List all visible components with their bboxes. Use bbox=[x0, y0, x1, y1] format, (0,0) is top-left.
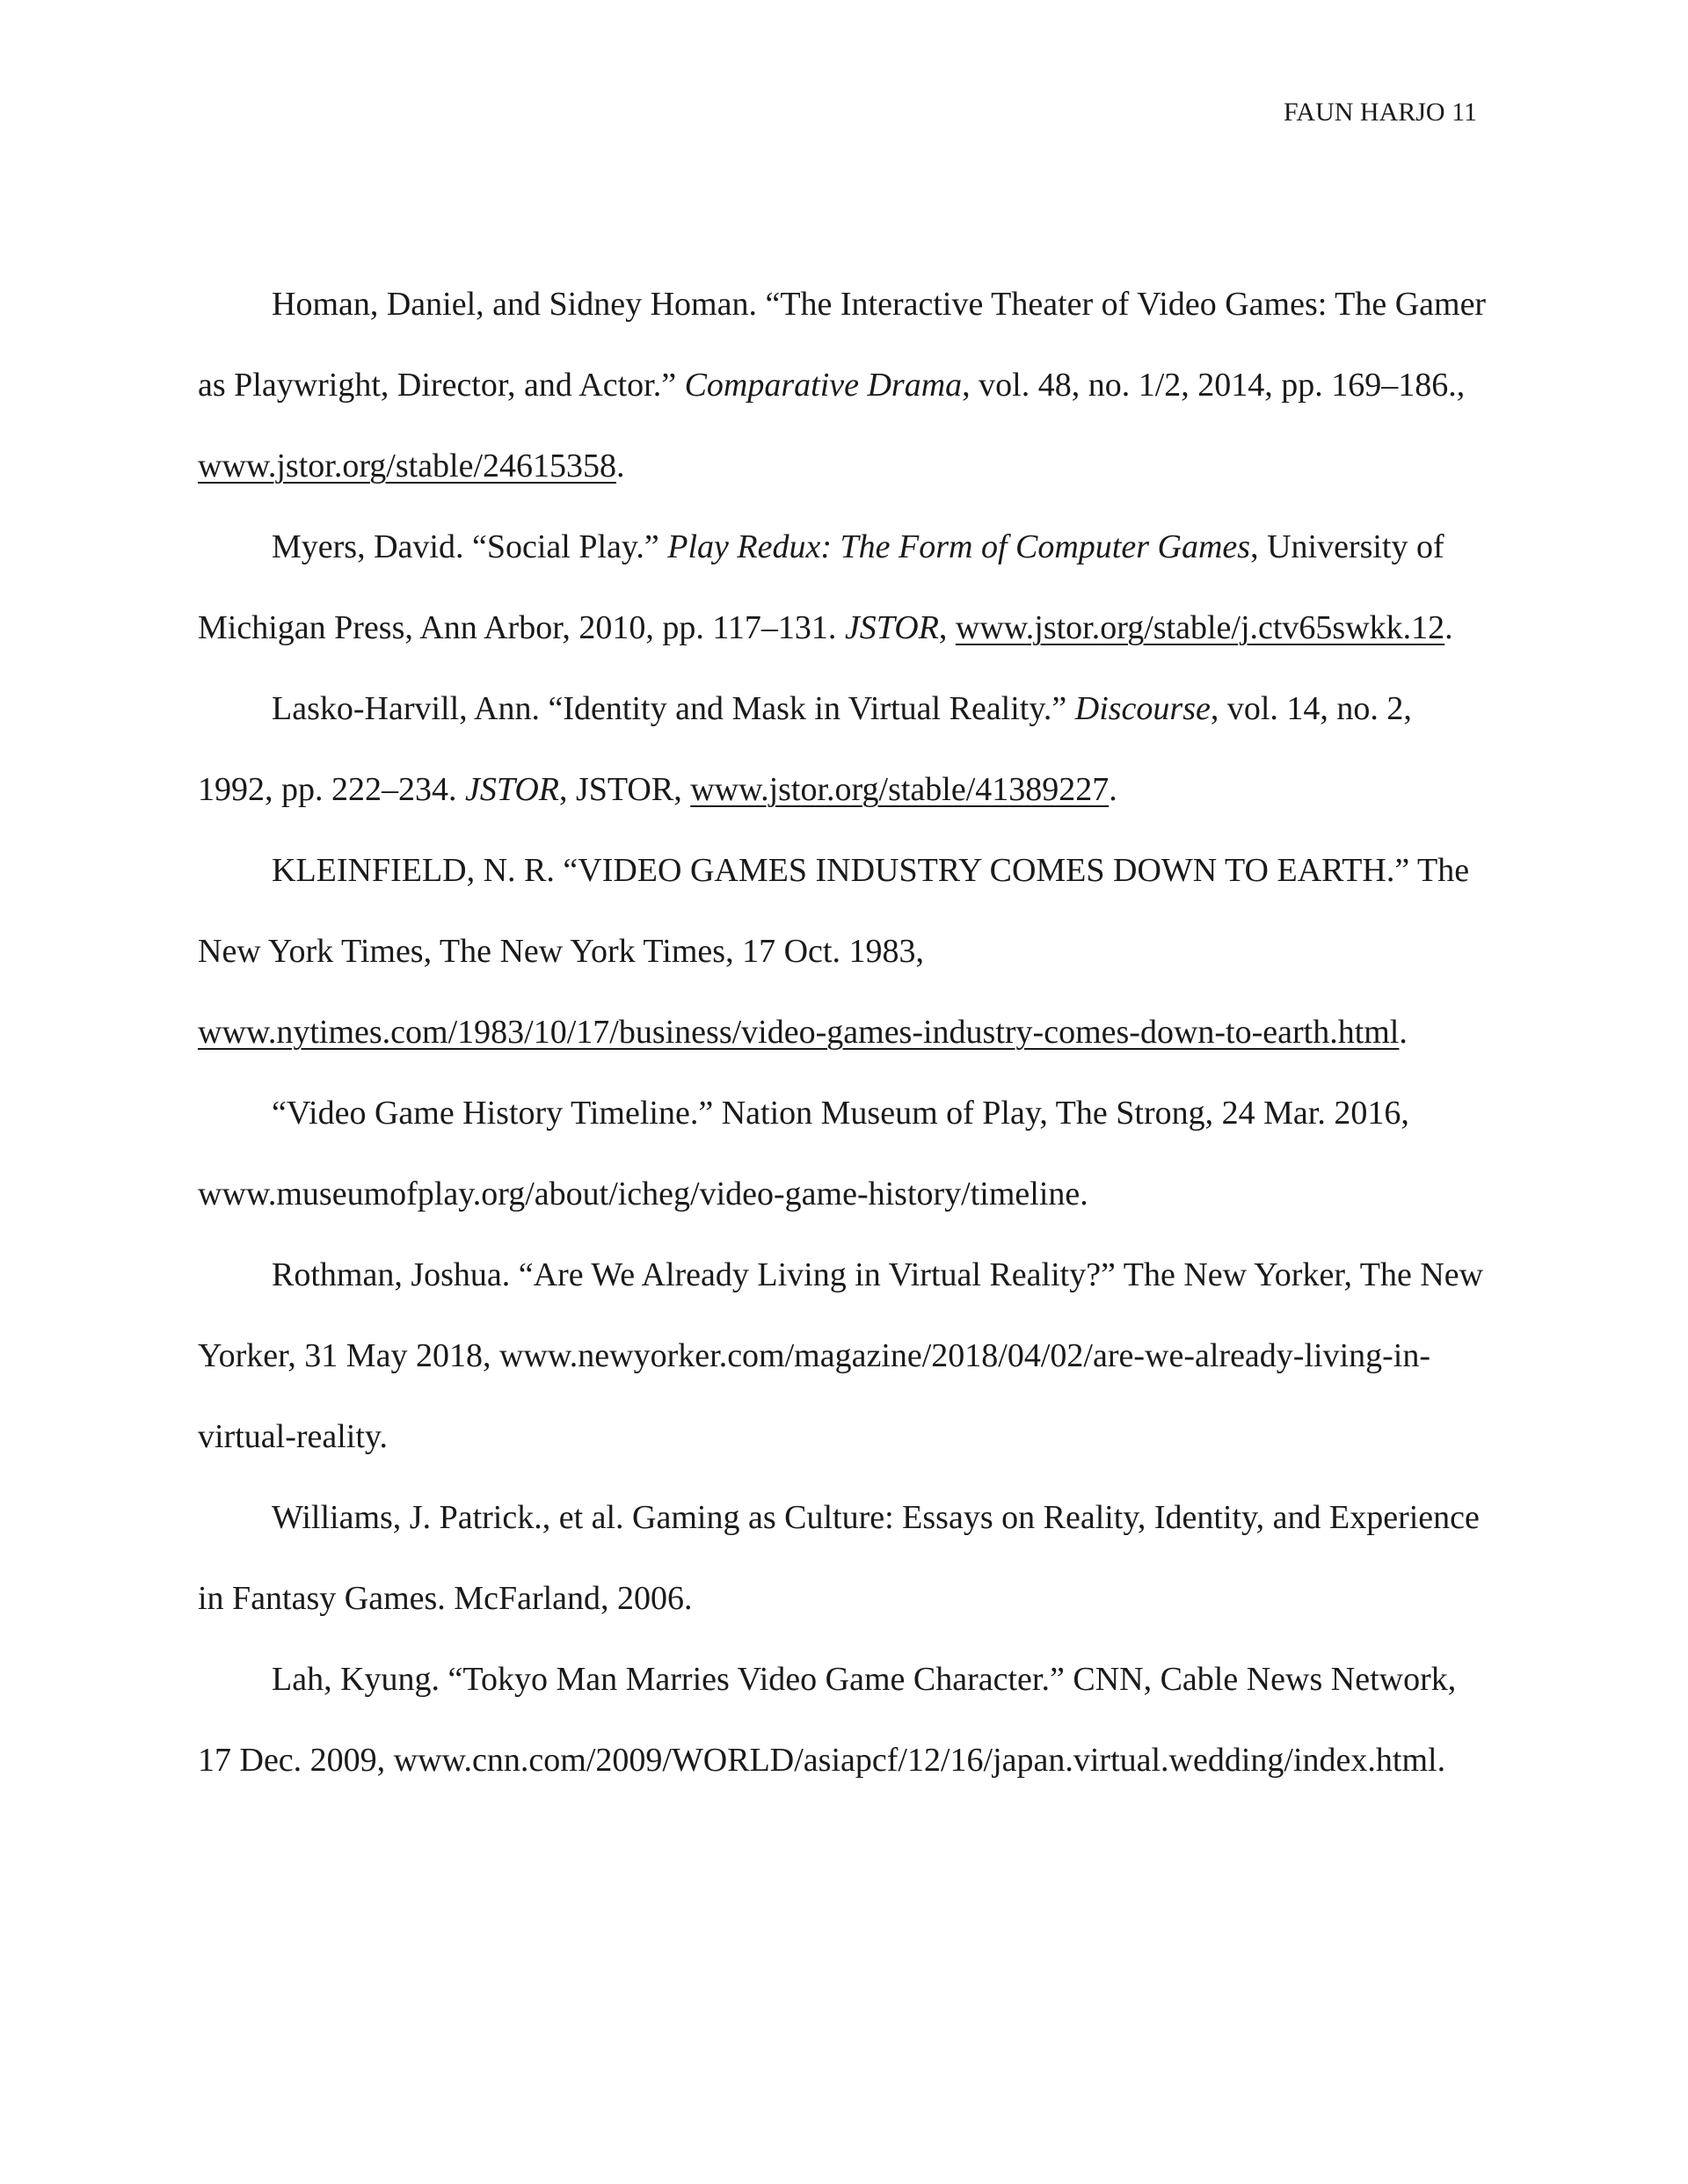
citation-text: Williams, J. Patrick., et al. Gaming as Culture: Essays on Reality, Identity, and Experience in Fantasy Games. McFarland, 2006. bbox=[198, 1499, 1480, 1617]
citation-details: , University of Michigan Press, Ann Arbor, 2010, pp. 117–131. bbox=[198, 528, 1444, 646]
citation-text: “Video Game History Timeline.” Nation Museum of Play, The Strong, 24 Mar. 2016, www.museumofplay.org/about/icheg/video-game-history/timeline. bbox=[198, 1095, 1409, 1212]
citation-container: Comparative Drama bbox=[684, 367, 963, 404]
citation-entry-myers bbox=[198, 506, 1490, 668]
citation-database: JSTOR bbox=[844, 609, 939, 646]
citation-text: Lah, Kyung. “Tokyo Man Marries Video Game Character.” CNN, Cable News Network, 17 Dec. 2009, www.cnn.com/2009/WORLD/asiapcf/12/16/japan.virtual.wedding/index.html. bbox=[198, 1661, 1457, 1779]
citation-link[interactable]: www.jstor.org/stable/j.ctv65swkk.12 bbox=[955, 609, 1445, 646]
citation-link[interactable]: www.nytimes.com/1983/10/17/business/video-games-industry-comes-down-to-earth.html bbox=[198, 1014, 1400, 1051]
citation-details: , vol. 14, no. 2, 1992, pp. 222–234. bbox=[198, 690, 1412, 808]
citation-link[interactable]: www.jstor.org/stable/41389227 bbox=[690, 771, 1110, 808]
citation-database-separator: , bbox=[938, 609, 956, 646]
citation-text: KLEINFIELD, N. R. “VIDEO GAMES INDUSTRY COMES DOWN TO EARTH.” The New York Times, The New York Times, 17 Oct. 1983, bbox=[198, 852, 1470, 970]
citation-link[interactable]: www.jstor.org/stable/24615358 bbox=[198, 448, 617, 484]
works-cited-list bbox=[198, 264, 1490, 1801]
citation-end: . bbox=[1109, 771, 1117, 808]
citation-authors: Homan, Daniel, and Sidney Homan. bbox=[272, 286, 766, 323]
running-head: FAUN HARJO 11 bbox=[1283, 98, 1477, 127]
citation-title: “Social Play.” bbox=[471, 528, 668, 565]
citation-database: JSTOR bbox=[465, 771, 559, 808]
citation-authors: Myers, David. bbox=[272, 528, 472, 565]
citation-entry-kleinfield bbox=[198, 830, 1490, 1073]
citation-title: “The Interactive Theater of Video Games: The Gamer as Playwright, Director, and Actor.” bbox=[198, 286, 1487, 404]
citation-details: , vol. 48, no. 1/2, 2014, pp. 169–186., bbox=[962, 367, 1466, 404]
citation-entry-homan bbox=[198, 264, 1490, 506]
citation-container: Discourse bbox=[1074, 690, 1211, 727]
citation-container: Play Redux: The Form of Computer Games bbox=[667, 528, 1251, 565]
citation-entry-museum-of-play bbox=[198, 1073, 1490, 1234]
citation-end: . bbox=[616, 448, 625, 484]
citation-entry-lah bbox=[198, 1639, 1490, 1801]
citation-entry-rothman bbox=[198, 1234, 1490, 1477]
citation-entry-lasko-harvill bbox=[198, 668, 1490, 830]
citation-authors: Lasko-Harvill, Ann. bbox=[272, 690, 549, 727]
citation-end: . bbox=[1444, 609, 1453, 646]
citation-text: Rothman, Joshua. “Are We Already Living in Virtual Reality?” The New Yorker, The New Yorker, 31 May 2018, www.newyorker.com/magazine/2018/04/02/are-we-already-living-in-virtual-reality. bbox=[198, 1256, 1484, 1455]
citation-entry-williams bbox=[198, 1477, 1490, 1639]
citation-end: . bbox=[1399, 1014, 1408, 1051]
citation-database-separator: , JSTOR, bbox=[558, 771, 691, 808]
citation-title: “Identity and Mask in Virtual Reality.” bbox=[548, 690, 1075, 727]
